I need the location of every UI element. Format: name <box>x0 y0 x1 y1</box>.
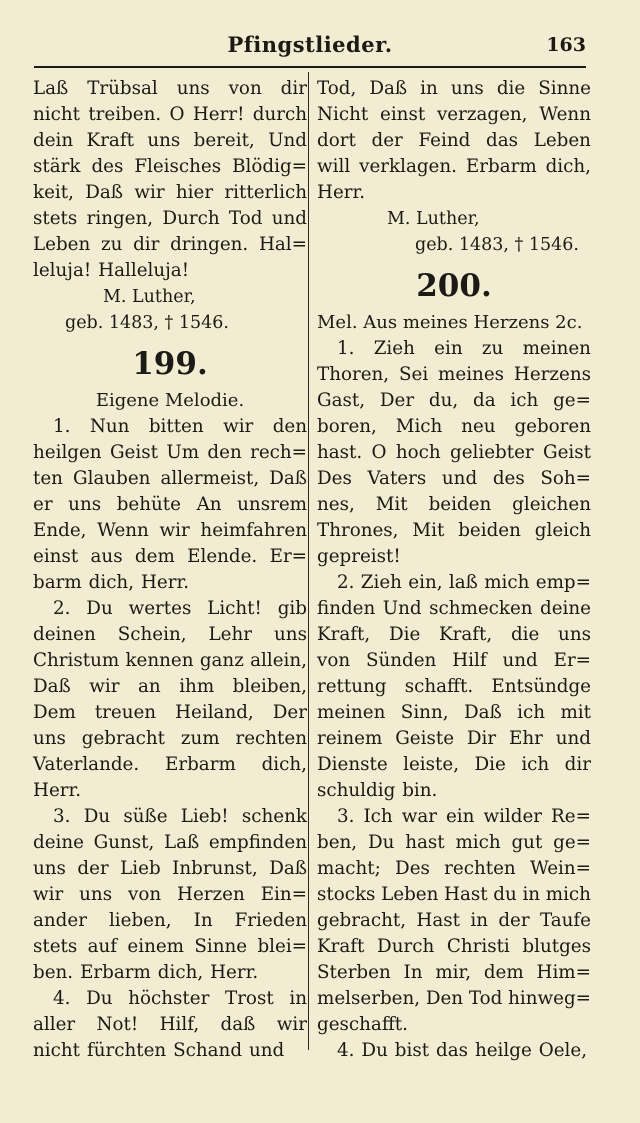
text-line: gepreist! <box>317 546 401 567</box>
text-line: macht; Des rechten Wein= <box>317 858 591 879</box>
text-line: Gast, Der du, da ich ge= <box>317 390 591 411</box>
text-line: 1. Nun bitten wir den <box>53 416 307 437</box>
signature-author: M. Luther, <box>103 287 196 307</box>
text-line: 4. Du bist das heilge Oele, <box>337 1040 588 1061</box>
right-column <box>317 76 591 1064</box>
text-line: schuldig bin. <box>317 780 438 801</box>
text-line: Dem treuen Heiland, Der <box>33 702 307 723</box>
page-number: 163 <box>546 34 586 56</box>
text-line: wir uns von Herzen Ein= <box>33 884 307 905</box>
text-line: Daß wir an ihm bleiben, <box>33 676 307 697</box>
text-line: boren, Mich neu geboren <box>317 416 591 437</box>
hymn-number: 200. <box>416 268 492 304</box>
text-line: hast. O hoch geliebter Geist <box>317 442 591 463</box>
text-line: deinen Schein, Lehr uns <box>33 624 307 645</box>
text-line: ander lieben, In Frieden <box>33 910 307 931</box>
text-line: Thoren, Sei meines Herzens <box>317 364 591 385</box>
text-line: nicht fürchten Schand und <box>33 1040 285 1061</box>
text-line: Herr. <box>33 780 82 801</box>
text-line: dein Kraft uns bereit, Und <box>33 130 307 151</box>
text-line: meinen Sinn, Daß ich mit <box>317 702 591 723</box>
text-line: Tod, Daß in uns die Sinne <box>317 78 591 99</box>
text-line: rettung schafft. Entsündge <box>317 676 591 697</box>
text-line: uns der Lieb Inbrunst, Daß <box>33 858 307 879</box>
text-line: nes, Mit beiden gleichen <box>317 494 591 515</box>
text-line: reinem Geiste Dir Ehr und <box>317 728 591 749</box>
text-line: Kraft, Die Kraft, die uns <box>317 624 591 645</box>
text-line: 3. Du süße Lieb! schenk <box>53 806 307 827</box>
text-line: leluja! Halleluja! <box>33 260 190 281</box>
text-line: Ende, Wenn wir heimfahren <box>33 520 307 541</box>
text-line: Thrones, Mit beiden gleich <box>317 520 591 541</box>
text-line: 1. Zieh ein zu meinen <box>337 338 591 359</box>
text-line: einst aus dem Elende. Er= <box>33 546 307 567</box>
text-line: 2. Du wertes Licht! gib <box>53 598 307 619</box>
signature-dates: geb. 1483, † 1546. <box>415 235 579 255</box>
signature-dates: geb. 1483, † 1546. <box>65 313 229 333</box>
text-line: Vaterlande. Erbarm dich, <box>33 754 307 775</box>
text-line: ben. Erbarm dich, Herr. <box>33 962 259 983</box>
text-line: stets ringen, Durch Tod und <box>33 208 307 229</box>
column-divider <box>308 72 309 1050</box>
melody-line: Mel. Aus meines Herzens 2c. <box>317 312 583 333</box>
left-column <box>33 76 307 1064</box>
text-line: heilgen Geist Um den rech= <box>33 442 307 463</box>
text-line: Leben zu dir dringen. Hal= <box>33 234 307 255</box>
continued-verse-block <box>317 76 591 206</box>
text-line: keit, Daß wir hier ritterlich <box>33 182 307 203</box>
text-line: 2. Zieh ein, laß mich emp= <box>337 572 591 593</box>
signature-author: M. Luther, <box>387 209 480 229</box>
text-line: Herr. <box>317 182 366 203</box>
melody-line: Eigene Melodie. <box>95 390 245 411</box>
text-line: Sterben In mir, dem Him= <box>317 962 591 983</box>
text-line: ten Glauben allermeist, Daß <box>33 468 307 489</box>
text-line: gebracht, Hast in der Taufe <box>317 910 591 931</box>
text-line: Dienste leiste, Die ich dir <box>317 754 591 775</box>
page-header <box>34 30 586 60</box>
text-line: 3. Ich war ein wilder Re= <box>337 806 591 827</box>
text-line: dort der Feind das Leben <box>317 130 591 151</box>
text-line: er uns behüte An unsrem <box>33 494 307 515</box>
hymn-number: 199. <box>132 346 208 382</box>
text-line: 4. Du höchster Trost in <box>53 988 307 1009</box>
continued-verse-block <box>33 76 307 284</box>
text-line: barm dich, Herr. <box>33 572 190 593</box>
text-line: stocks Leben Hast du in mich <box>317 884 591 905</box>
text-line: melserben, Den Tod hinweg= <box>317 988 591 1009</box>
text-line: Des Vaters und des Soh= <box>317 468 591 489</box>
text-line: uns gebracht zum rechten <box>33 728 307 749</box>
text-line: von Sünden Hilf und Er= <box>317 650 591 671</box>
text-line: Laß Trübsal uns von dir <box>33 78 307 99</box>
text-line: Christum kennen ganz allein, <box>33 650 307 671</box>
verse-block <box>317 336 591 1064</box>
verse-block <box>33 414 307 1064</box>
text-line: Nicht einst verzagen, Wenn <box>317 104 591 125</box>
text-line: will verklagen. Erbarm dich, <box>317 156 591 177</box>
text-line: deine Gunst, Laß empfinden <box>33 832 307 853</box>
text-line: nicht treiben. O Herr! durch <box>33 104 307 125</box>
header-rule <box>34 66 586 68</box>
text-line: stärk des Fleisches Blödig= <box>33 156 307 177</box>
text-line: geschafft. <box>317 1014 408 1035</box>
text-line: stets auf einem Sinne blei= <box>33 936 307 957</box>
text-line: ben, Du hast mich gut ge= <box>317 832 591 853</box>
text-line: finden Und schmecken deine <box>317 598 591 619</box>
text-line: Kraft Durch Christi blutges <box>317 936 591 957</box>
running-title: Pfingstlieder. <box>227 32 393 57</box>
text-line: aller Not! Hilf, daß wir <box>33 1014 307 1035</box>
